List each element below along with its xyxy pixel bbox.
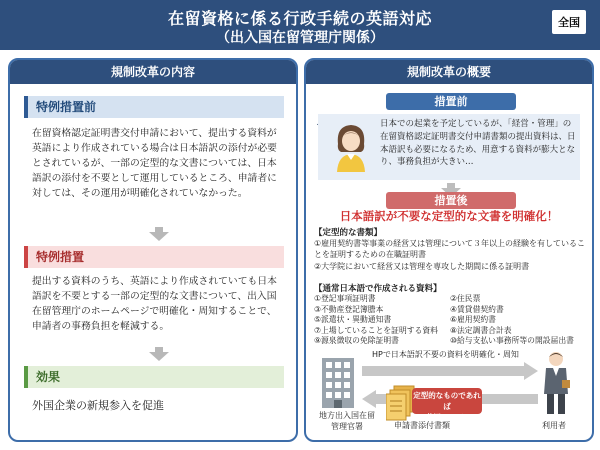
- english-ok-line1: 定型的なものであれば: [413, 391, 481, 411]
- hp-notice-arrow-icon: [362, 362, 538, 380]
- normal-docs-heading: 【通常日本語で作成される資料】: [314, 284, 442, 294]
- page-header: [0, 0, 600, 50]
- english-ok-bubble: [412, 388, 482, 422]
- before-situation-text: 日本での起業を予定しているが、「経営・管理」の在留資格認定証明書交付申請書類の提出資料は、日本語訳も必要になるため、用意する資料が膨大となり、事務負担が大きい…: [380, 119, 576, 168]
- normal-doc-item: ⑥雇用契約書: [450, 315, 496, 324]
- office-label-line2: 管理官署: [331, 422, 363, 431]
- hp-notice-label: HPで日本語訳不要の資料を明確化・周知: [372, 350, 519, 359]
- office-label-line1: 地方出入国在留: [319, 411, 375, 420]
- worried-person-icon: [332, 122, 370, 172]
- after-headline: 日本語訳が不要な定型的な文書を明確化！: [339, 209, 559, 223]
- user-label: 利用者: [542, 421, 566, 430]
- normal-doc-item: ⑧法定調書合計表: [450, 325, 512, 335]
- effect-text: 外国企業の新規参入を促進: [32, 399, 164, 412]
- reform-overview-heading: 規制改革の概要: [306, 60, 592, 84]
- normal-doc-item: ④賃貸借契約書: [450, 304, 504, 314]
- effect-title: 効果: [24, 366, 284, 388]
- before-measure-text: 在留資格認定証明書交付申請において、提出する資料が英語により作成されている場合は日本語訳の添付が必要とされているが、一部の定型的な文書については、日本語訳の添付を不要として運用しているところ、申請者に対しては、その運用が明確化されていなかった。: [32, 128, 277, 199]
- government-building-icon: [320, 356, 356, 408]
- normal-doc-item: ①登記事項証明書: [314, 294, 376, 303]
- typical-doc-item: ②大学院において経営又は管理を専攻した期間に係る証明書: [314, 262, 530, 271]
- normal-doc-item: ⑦上場していることを証明する資料: [314, 325, 438, 335]
- normal-doc-item: ⑩給与支払い事務所等の開設届出書: [450, 336, 574, 345]
- normal-doc-item: ⑨源泉徴収の免除証明書: [314, 336, 399, 345]
- page-subtitle: （出入国在留管理庁関係）: [216, 30, 384, 46]
- docs-label: 申請書添付書類: [394, 421, 450, 430]
- normal-doc-item: ⑤派遣状・異動通知書: [314, 315, 392, 324]
- typical-doc-item: ①雇用契約書等事業の経営又は管理について３年以上の経験を有していることを証明するための在職証明書: [314, 239, 586, 259]
- page-title: 在留資格に係る行政手続の英語対応: [167, 9, 432, 28]
- typical-docs-heading: 【定型的な書類】: [314, 228, 383, 238]
- user-icon: [540, 350, 572, 416]
- down-arrow-icon: [149, 352, 169, 361]
- normal-doc-item: ③不動産登記簿謄本: [314, 304, 384, 314]
- special-measure-title: 特例措置: [24, 246, 284, 268]
- before-measure-title: 特例措置前: [24, 96, 284, 118]
- after-pill: 措置後: [386, 192, 516, 209]
- english-ok-line2: 英語でOK！: [425, 413, 469, 422]
- office-label: [312, 410, 382, 432]
- reform-content-panel: [8, 58, 298, 442]
- before-pill: 措置前: [386, 93, 516, 110]
- special-measure-text: 提出する資料のうち、英語により作成されていても日本語訳を不要とする一部の定型的な文書について、出入国在留管理庁のホームページで明確化・周知することで、申請者の事務負担を軽減する。: [32, 276, 277, 332]
- reform-content-heading: 規制改革の内容: [10, 60, 296, 84]
- region-badge: 全国: [552, 10, 586, 34]
- normal-doc-item: ②住民票: [450, 294, 481, 303]
- before-situation-box: [318, 114, 580, 180]
- reform-overview-panel: [304, 58, 594, 442]
- down-arrow-icon: [149, 232, 169, 241]
